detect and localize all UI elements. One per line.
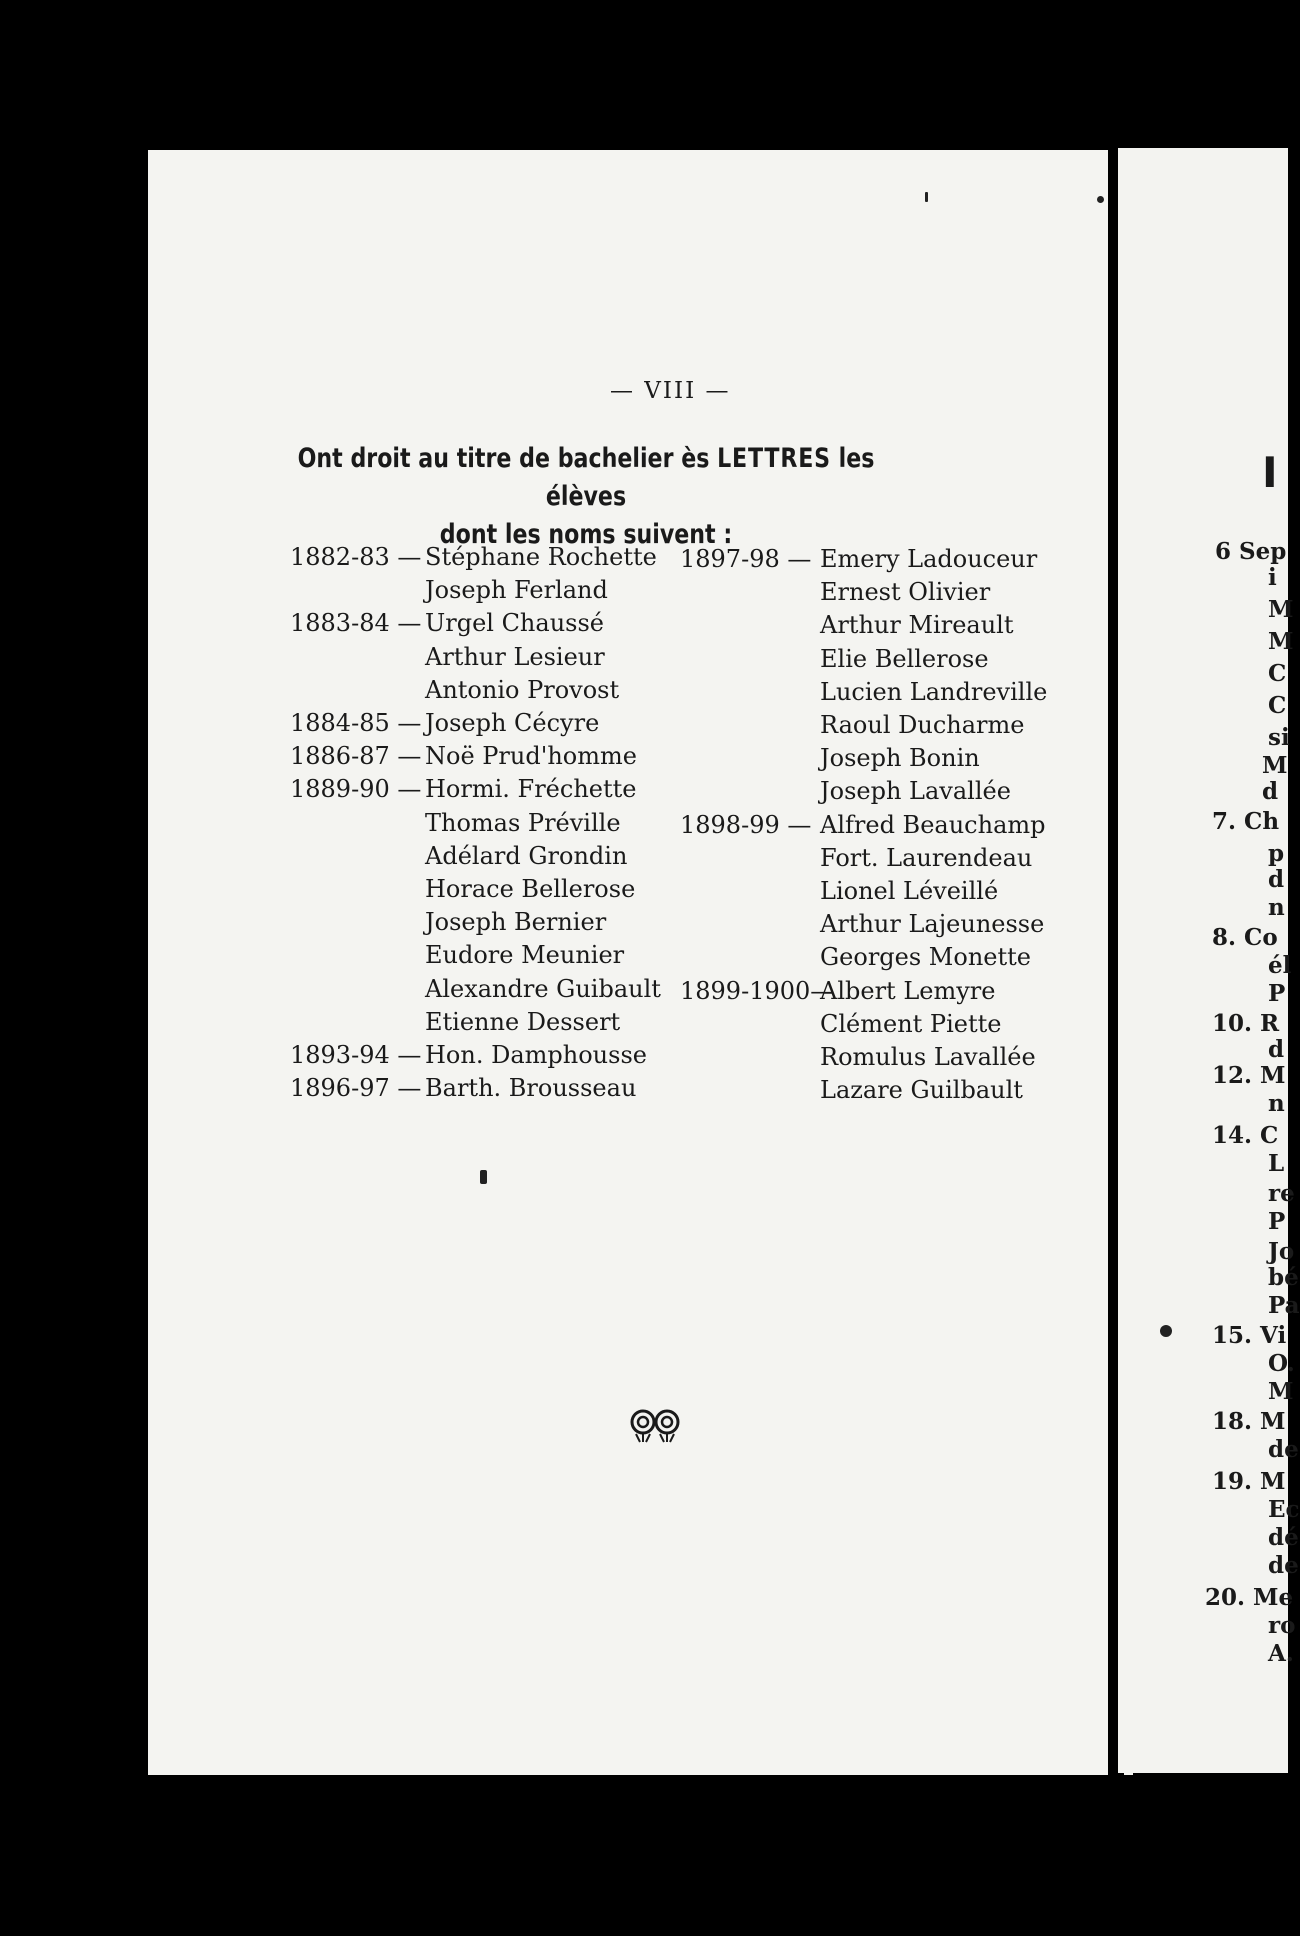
student-name: Raoul Ducharme: [820, 711, 1025, 739]
facing-page-fragment: bé: [1268, 1264, 1299, 1291]
facing-page-fragment: d: [1268, 1036, 1285, 1063]
year-label: 1882-83 —: [290, 543, 422, 571]
student-name: Lucien Landreville: [820, 677, 1048, 706]
student-name: Clément Piette: [820, 1009, 1002, 1038]
student-name: Emery Ladouceur: [820, 545, 1038, 573]
student-name: Lazare Guilbault: [820, 1076, 1023, 1105]
student-name: Joseph Ferland: [425, 576, 608, 605]
flourish-ornament: [626, 1408, 684, 1444]
year-label: 1893-94 —: [290, 1041, 422, 1069]
facing-page-fragment: 8. Co: [1212, 924, 1278, 951]
facing-page-fragment: 15. Vi: [1212, 1322, 1287, 1349]
student-name: Lionel Léveillé: [820, 877, 999, 905]
student-name: Romulus Lavallée: [820, 1043, 1036, 1071]
facing-page-fragment: dé: [1268, 1524, 1299, 1551]
facing-page-fragment: 19. M: [1212, 1468, 1286, 1495]
facing-page-fragment: M: [1268, 1378, 1294, 1405]
facing-page-fragment: n: [1268, 894, 1285, 921]
student-name: Alexandre Guibault: [425, 974, 661, 1003]
year-label: 1884-85 —: [290, 709, 422, 737]
facing-page: [1118, 148, 1288, 1773]
facing-page-fragment: 18. M: [1212, 1408, 1286, 1435]
ink-speck: [480, 1170, 487, 1184]
student-name: Joseph Bonin: [820, 744, 980, 773]
student-name: Ernest Olivier: [820, 578, 991, 607]
facing-page-fragment: d: [1268, 866, 1285, 893]
year-label: 1886-87 —: [290, 742, 422, 771]
facing-page-fragment: n: [1268, 1090, 1285, 1117]
page-number: — VIII —: [610, 378, 731, 404]
student-name: Georges Monette: [820, 943, 1031, 972]
student-name: Adélard Grondin: [425, 841, 628, 870]
facing-page-fragment: ro: [1268, 1612, 1296, 1639]
facing-page-fragment: de: [1268, 1436, 1299, 1463]
facing-page-fragment: 20. Me: [1205, 1584, 1294, 1611]
facing-page-fragment: i: [1268, 564, 1277, 591]
heading: [258, 440, 914, 554]
student-name: Barth. Brousseau: [425, 1074, 637, 1103]
facing-page-fragment: C: [1268, 692, 1287, 719]
year-label: 1896-97 —: [290, 1074, 422, 1103]
ink-speck: [925, 192, 928, 202]
student-name: Arthur Lajeunesse: [820, 910, 1045, 939]
heading-line-2: dont les noms suivent :: [439, 519, 733, 550]
student-name: Joseph Bernier: [425, 908, 607, 937]
year-label: 1897-98 —: [680, 545, 812, 573]
student-name: Arthur Lesieur: [425, 642, 605, 671]
facing-page-fragment: M: [1268, 628, 1294, 655]
student-name: Etienne Dessert: [425, 1007, 621, 1036]
student-name: Hon. Damphousse: [425, 1041, 647, 1069]
ink-speck: [1160, 1325, 1172, 1337]
student-name: Antonio Provost: [425, 675, 620, 704]
student-name: Alfred Beauchamp: [820, 810, 1046, 839]
student-name: Eudore Meunier: [425, 941, 625, 970]
facing-page-fragment: O.: [1268, 1350, 1295, 1377]
facing-page-fragment: Pa: [1268, 1292, 1300, 1319]
facing-page-fragment: L: [1268, 1150, 1285, 1177]
facing-page-fragment: si: [1268, 724, 1290, 751]
student-name: Thomas Préville: [425, 808, 621, 837]
facing-page-fragment: M: [1262, 752, 1288, 779]
student-name: Noë Prud'homme: [425, 742, 637, 771]
facing-page-fragment: A.: [1268, 1640, 1294, 1667]
student-name: Joseph Lavallée: [820, 777, 1011, 806]
student-name: Horace Bellerose: [425, 875, 636, 903]
facing-page-fragment: 14. C: [1212, 1122, 1279, 1149]
student-name: Hormi. Fréchette: [425, 775, 637, 804]
facing-page-fragment: 7. Ch: [1212, 808, 1280, 835]
facing-page-title-fragment: I: [1262, 448, 1278, 497]
student-name: Stéphane Rochette: [425, 543, 657, 571]
student-name: Arthur Mireault: [820, 611, 1014, 640]
facing-page-fragment: 12. M: [1212, 1062, 1286, 1089]
facing-page-fragment: Ec: [1268, 1496, 1300, 1523]
year-label: 1899-1900—: [680, 976, 835, 1005]
facing-page-fragment: P: [1268, 980, 1286, 1007]
student-name: Albert Lemyre: [820, 976, 996, 1005]
student-name: Elie Bellerose: [820, 644, 989, 673]
student-name: Urgel Chaussé: [425, 609, 604, 638]
student-name: Joseph Cécyre: [425, 709, 600, 737]
facing-page-fragment: P: [1268, 1208, 1286, 1235]
facing-page-fragment: de: [1268, 1552, 1299, 1579]
facing-page-fragment: re: [1268, 1180, 1295, 1207]
facing-page-fragment: Jo: [1268, 1238, 1295, 1265]
facing-page-fragment: 10. R: [1212, 1010, 1280, 1037]
facing-page-fragment: p: [1268, 840, 1285, 867]
facing-page-fragment: 6 Sep: [1215, 538, 1287, 565]
facing-page-fragment: M: [1268, 596, 1294, 623]
heading-line-1: Ont droit au titre de bachelier ès LETTRES les élèves: [297, 443, 875, 512]
facing-page-fragment: C: [1268, 660, 1287, 687]
year-label: 1898-99 —: [680, 810, 812, 839]
heading-caps: LETTRES: [717, 443, 831, 474]
student-name: Fort. Laurendeau: [820, 843, 1033, 872]
year-label: 1889-90 —: [290, 775, 422, 804]
facing-page-fragment: él: [1268, 952, 1292, 979]
facing-page-fragment: d: [1262, 778, 1279, 805]
year-label: 1883-84 —: [290, 609, 422, 638]
ink-speck: [1097, 196, 1104, 203]
